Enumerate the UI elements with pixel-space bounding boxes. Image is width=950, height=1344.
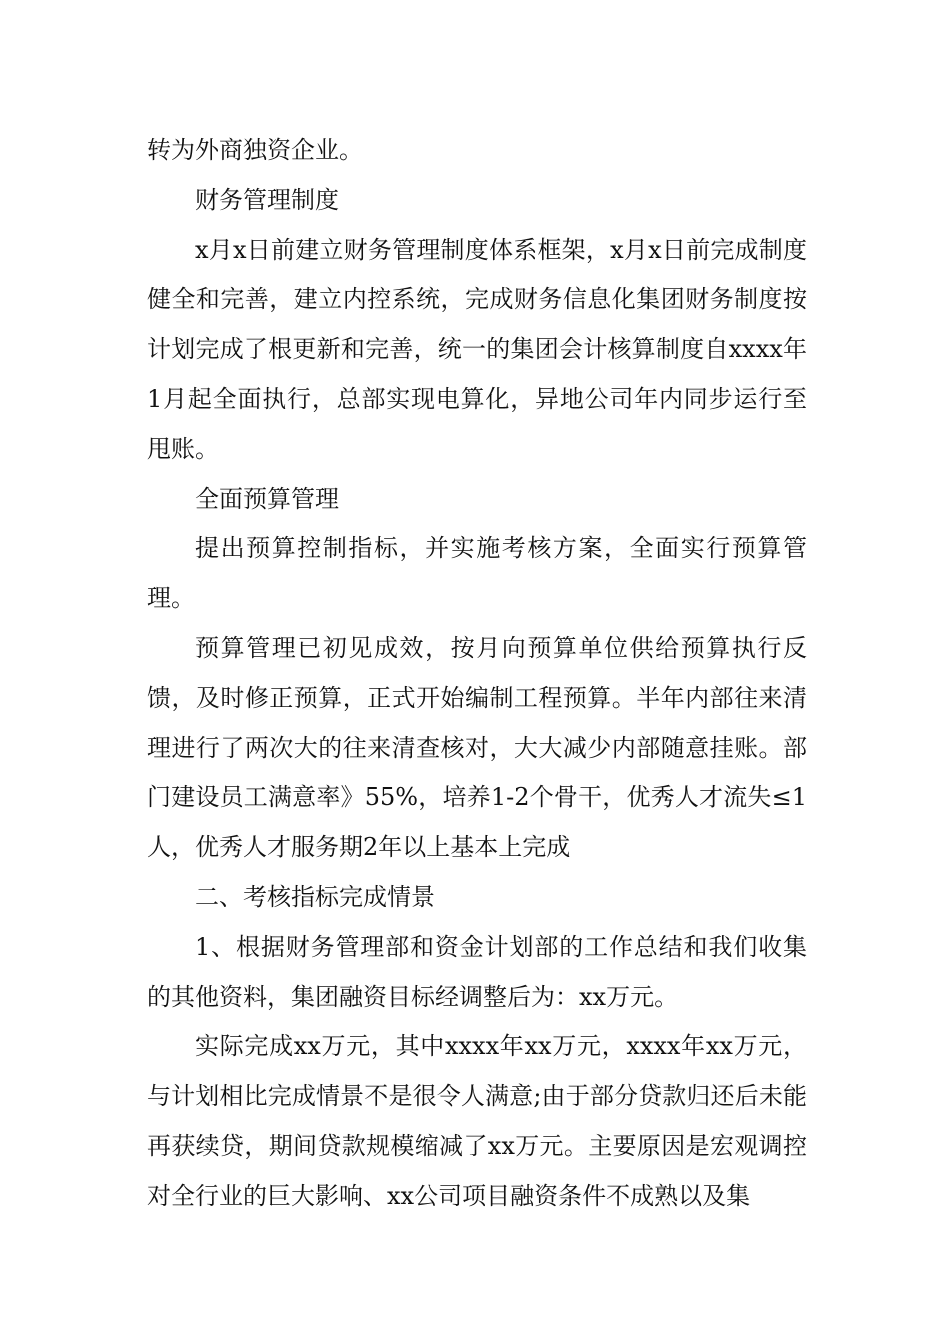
paragraph-continuation: 转为外商独资企业。 <box>147 136 363 164</box>
heading-budget-management: 全面预算管理 <box>195 484 339 513</box>
heading-financial-management-system: 财务管理制度 <box>195 185 339 214</box>
paragraph-budget-control: 提出预算控制指标，并实施考核方案，全面实行预算管理。 <box>147 534 807 613</box>
paragraph-financial-system: x月x日前建立财务管理制度体系框架，x月x日前完成制度健全和完善，建立内控系统，完成财务信息化集团财务制度按计划完成了根更新和完善，统一的集团会计核算制度自xxxx年1月起全面执行，总部实现电算化，异地公司年内同步运行至甩账。 <box>147 235 807 463</box>
paragraph-financing-target: 1、根据财务管理部和资金计划部的工作总结和我们收集的其他资料，集团融资目标经调整后为：xx万元。 <box>147 932 807 1011</box>
heading-assessment-indicators: 二、考核指标完成情景 <box>195 882 435 911</box>
document-body <box>147 126 807 1222</box>
paragraph-actual-completion: 实际完成xx万元，其中xxxx年xx万元，xxxx年xx万元，与计划相比完成情景不是很令人满意;由于部分贷款归还后未能再获续贷，期间贷款规模缩减了xx万元。主要原因是宏观调控对全行业的巨大影响、xx公司项目融资条件不成熟以及集 <box>147 1032 807 1210</box>
paragraph-budget-results: 预算管理已初见成效，按月向预算单位供给预算执行反馈，及时修正预算，正式开始编制工程预算。半年内部往来清理进行了两次大的往来清查核对，大大减少内部随意挂账。部门建设员工满意率》55%，培养1-2个骨干，优秀人才流失≤1人，优秀人才服务期2年以上基本上完成 <box>147 633 807 862</box>
